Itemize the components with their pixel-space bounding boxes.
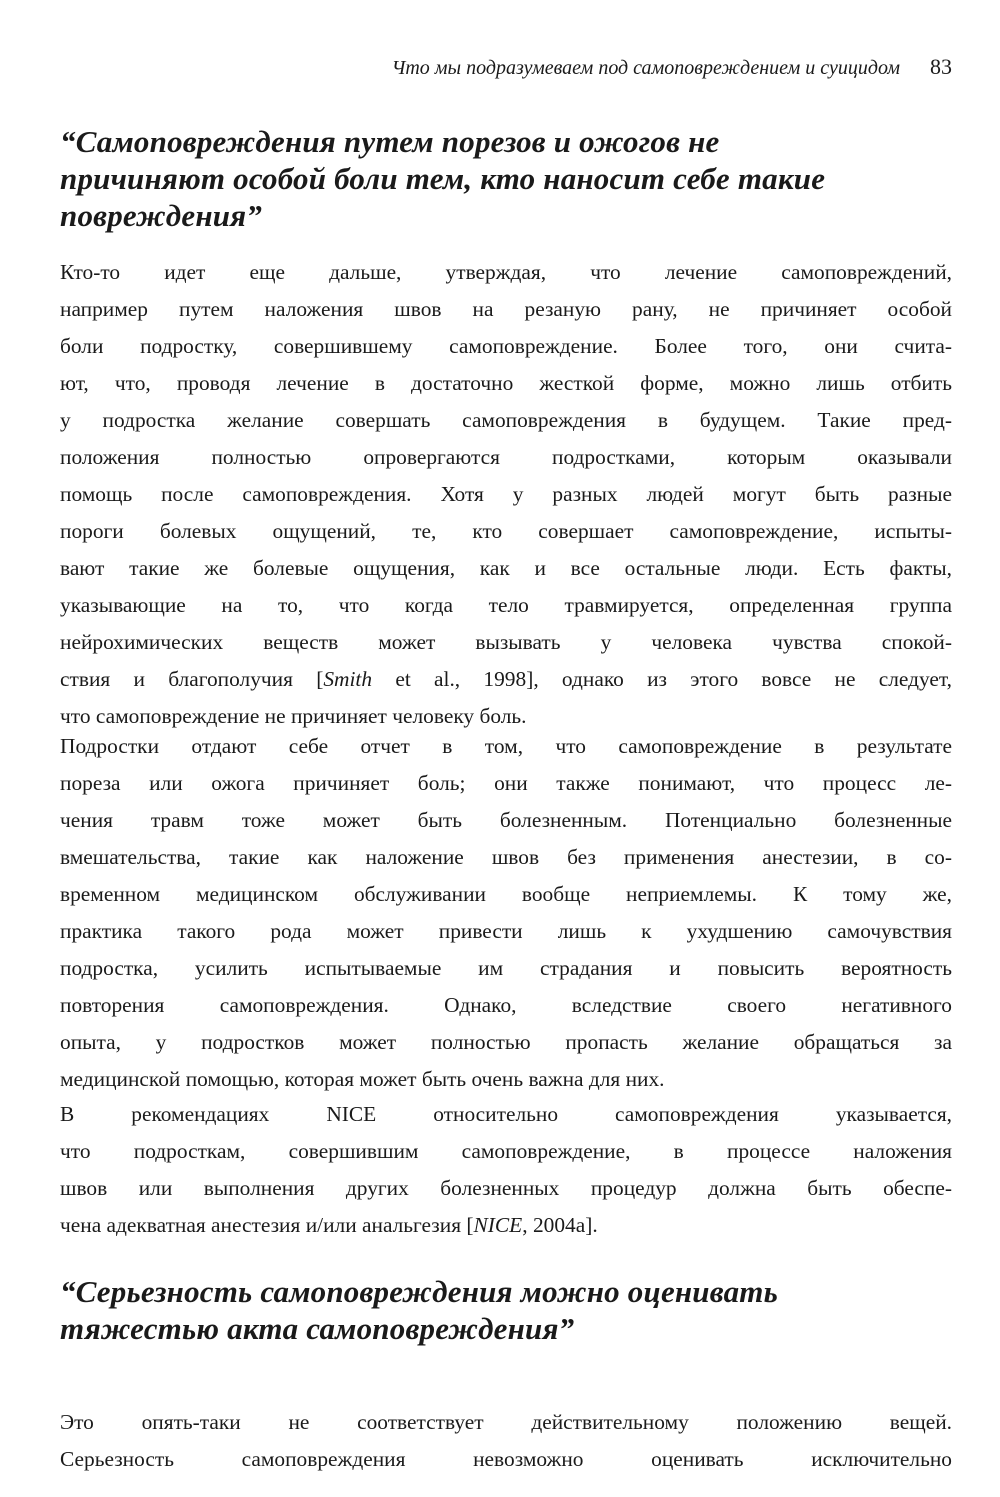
- citation-author: Smith: [323, 667, 373, 691]
- citation-author: NICE: [473, 1213, 523, 1237]
- section-heading: [60, 1271, 952, 1345]
- text-line: пореза или ожога причиняет боль; они также понимают, что процесс ле-: [60, 771, 952, 795]
- text-line: медицинской помощью, которая может быть очень важна для них.: [60, 1067, 665, 1091]
- text-line: чения травм тоже может быть болезненным. Потенциально болезненные: [60, 808, 952, 832]
- text-line: у подростка желание совершать самоповреждения в будущем. Такие пред-: [60, 408, 952, 432]
- body-paragraph: [60, 728, 952, 1098]
- text-line: Кто-то идет еще дальше, утверждая, что лечение самоповреждений,: [60, 260, 952, 284]
- text-line: указывающие на то, что когда тело травмируется, определенная группа: [60, 593, 952, 617]
- text-line: швов или выполнения других болезненных процедур должна быть обеспе-: [60, 1176, 952, 1200]
- text-line: положения полностью опровергаются подростками, которым оказывали: [60, 445, 952, 469]
- body-paragraph: [60, 1404, 952, 1478]
- text-line: практика такого рода может привести лишь к ухудшению самочувствия: [60, 919, 952, 943]
- text-line: повторения самоповреждения. Однако, вследствие своего негативного: [60, 993, 952, 1017]
- text-line: подростка, усилить испытываемые им страдания и повысить вероятность: [60, 956, 952, 980]
- heading-line: “Самоповреждения путем порезов и ожогов не: [60, 124, 720, 159]
- text-line: вают такие же болевые ощущения, как и все остальные люди. Есть факты,: [60, 556, 952, 580]
- text-line: ют, что, проводя лечение в достаточно жесткой форме, можно лишь отбить: [60, 371, 952, 395]
- page-number: 83: [930, 54, 952, 79]
- text-line: помощь после самоповреждения. Хотя у разных людей могут быть разные: [60, 482, 952, 506]
- section-heading: [60, 121, 952, 232]
- heading-line: тяжестью акта самоповреждения”: [60, 1311, 575, 1346]
- text-line: В рекомендациях NICE относительно самоповреждения указывается,: [60, 1102, 952, 1126]
- text-line: временном медицинском обслуживании вообще неприемлемы. К тому же,: [60, 882, 952, 906]
- text-line: ствия и благополучия [Smith et al., 1998], однако из этого вовсе не следует,: [60, 667, 953, 691]
- text-line: Подростки отдают себе отчет в том, что самоповреждение в результате: [60, 734, 952, 758]
- body-paragraph: [60, 1096, 952, 1244]
- text-line: что подросткам, совершившим самоповреждение, в процессе наложения: [60, 1139, 952, 1163]
- heading-line: “Серьезность самоповреждения можно оценивать: [60, 1274, 778, 1309]
- text-line: Серьезность самоповреждения невозможно оценивать исключительно: [60, 1447, 952, 1471]
- running-head: [60, 54, 952, 80]
- body-paragraph: [60, 254, 952, 735]
- running-title: Что мы подразумеваем под самоповреждением и суицидом: [391, 57, 900, 79]
- text-line: что самоповреждение не причиняет человеку боль.: [60, 704, 527, 728]
- heading-line: повреждения”: [60, 198, 263, 233]
- text-line: например путем наложения швов на резаную рану, не причиняет особой: [60, 297, 952, 321]
- text-line: нейрохимических веществ может вызывать у человека чувства спокой-: [60, 630, 952, 654]
- text-line: опыта, у подростков может полностью пропасть желание обращаться за: [60, 1030, 952, 1054]
- text-line: Это опять-таки не соответствует действительному положению вещей.: [60, 1410, 952, 1434]
- text-line: боли подростку, совершившему самоповреждение. Более того, они счита-: [60, 334, 952, 358]
- text-line: пороги болевых ощущений, те, кто совершает самоповреждение, испыты-: [60, 519, 952, 543]
- text-line: чена адекватная анестезия и/или анальгезия [NICE, 2004a].: [60, 1213, 598, 1237]
- text-line: вмешательства, такие как наложение швов без применения анестезии, в со-: [60, 845, 952, 869]
- heading-line: причиняют особой боли тем, кто наносит себе такие: [60, 161, 826, 196]
